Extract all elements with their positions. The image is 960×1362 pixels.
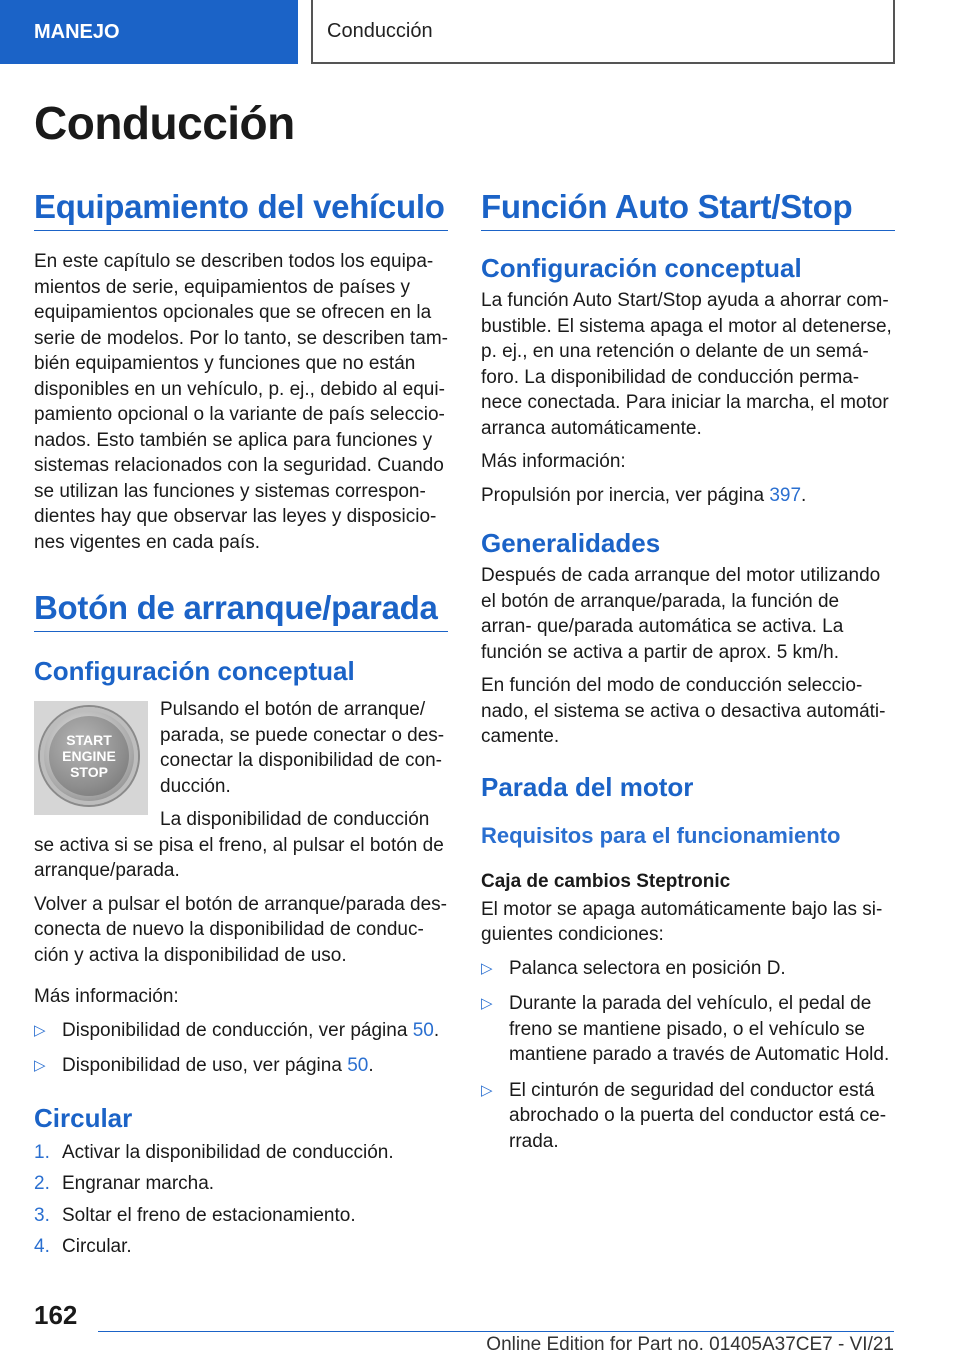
circular-steps <box>34 1140 448 1260</box>
image-label-start: START <box>66 732 112 748</box>
heading-auto-start-stop: Función Auto Start/Stop <box>481 188 895 231</box>
list-item: 4. Circular. <box>34 1236 132 1257</box>
concept-text: La función Auto Start/Stop ayuda a ahorrar com- bustible. El sistema apaga el motor al detenerse, p. ej., en una retención o delante de un semá- foro. La disponibilidad de conducción perma- nece conectada. Para iniciar la marcha, el motor arranca automáticamente. <box>481 290 892 439</box>
right-column <box>481 188 895 1154</box>
list-item: 2. Engranar marcha. <box>34 1173 215 1194</box>
generalidades-p1: Después de cada arranque del motor utilizando el botón de arranque/parada, la función de arran- que/parada automática se activa. La función se activa a partir de aprox. 5 km/h. <box>481 565 881 663</box>
chapter-tab: Conducción <box>311 0 895 64</box>
boton-p1: Pulsando el botón de arranque/ parada, se puede conectar o des- conectar la disponibilidad de con- ducción. <box>160 701 445 797</box>
image-label-stop: STOP <box>70 764 108 780</box>
triangle-bullet-icon: ▷ <box>481 995 493 1012</box>
page-link-50[interactable]: 50 <box>347 1055 369 1076</box>
triangle-bullet-icon: ▷ <box>34 1057 46 1074</box>
heading-config-conceptual-right: Configuración conceptual <box>481 253 802 283</box>
start-stop-button-image <box>34 701 148 815</box>
generalidades-p2: En función del modo de conducción seleccio- nado, el sistema se activa o desactiva automáti- camente. <box>481 675 886 747</box>
footer-edition: Online Edition for Part no. 01405A37CE7 - VI/21 <box>486 1334 894 1355</box>
triangle-bullet-icon: ▷ <box>34 1021 46 1039</box>
start-button-block <box>34 701 448 884</box>
image-label-engine: ENGINE <box>62 748 116 764</box>
equipamiento-text: En este capítulo se describen todos los equipa- mientos de serie, equipamientos de países y equipamientos opcionales que se ofrecen en la serie de modelos. Por lo tanto, se describen tam- bién equipamientos y funciones que no están disponibles en un vehículo, p. ej., debido al equi- pamiento opcional o la variante de país seleccio- nados. Esto también se aplica para funciones y sistemas relacionados con la seguridad. Cuando se utilizan las funciones y sistemas correspon- dientes hay que observar las leyes y disposicio- nes vigentes en cada país. <box>34 251 448 553</box>
list-item: 1. Activar la disponibilidad de conducción. <box>34 1141 394 1163</box>
heading-config-conceptual-left: Configuración conceptual <box>34 656 355 686</box>
heading-steptronic: Caja de cambios Steptronic <box>481 870 731 892</box>
parada-bullets <box>481 956 895 1155</box>
heading-circular: Circular <box>34 1102 133 1133</box>
page-link-397[interactable]: 397 <box>769 484 802 506</box>
page-title: Conducción <box>34 97 295 149</box>
concept-more-info: Más información: <box>481 451 626 472</box>
boton-p2: La disponibilidad de conducción se activa si se pisa el freno, al pulsar el botón de arranque/parada. <box>34 809 444 881</box>
triangle-bullet-icon: ▷ <box>481 1081 493 1099</box>
list-item: 3. Soltar el freno de estacionamiento. <box>34 1204 356 1226</box>
list-item: ▷ El cinturón de seguridad del conductor está abrochado o la puerta del conductor está ce- rrada. <box>481 1079 887 1152</box>
list-item: ▷ Disponibilidad de conducción, ver página 50. <box>34 1018 448 1044</box>
page-number: 162 <box>34 1300 78 1330</box>
heading-boton-arranque: Botón de arranque/parada <box>34 589 448 632</box>
list-item: ▷ Disponibilidad de uso, ver página 50. <box>34 1053 448 1079</box>
boton-bullets <box>34 1018 448 1079</box>
list-item: ▷ Palanca selectora en posición D. <box>481 956 895 982</box>
concept-ref: Propulsión por inercia, ver página 397. <box>481 484 807 506</box>
list-item: ▷ Durante la parada del vehículo, el pedal de freno se mantiene pisado, o el vehículo se mantiene parado a través de Automatic Hold. <box>481 993 890 1065</box>
heading-equipamiento: Equipamiento del vehículo <box>34 188 448 231</box>
boton-p3: Volver a pulsar el botón de arranque/parada des- conecta de nuevo la disponibilidad de conduc- ción y activa la disponibilidad de uso. <box>34 893 447 966</box>
heading-requisitos: Requisitos para el funcionamiento <box>481 822 841 848</box>
parada-text: El motor se apaga automáticamente bajo las si- guientes condiciones: <box>481 898 883 945</box>
left-column <box>34 188 448 1260</box>
section-tab: MANEJO <box>0 0 298 64</box>
footer-divider <box>98 1331 894 1332</box>
triangle-bullet-icon: ▷ <box>481 959 493 977</box>
heading-parada-motor: Parada del motor <box>481 771 694 802</box>
boton-more-info: Más información: <box>34 986 179 1007</box>
heading-generalidades: Generalidades <box>481 528 661 558</box>
page-link-50[interactable]: 50 <box>412 1019 434 1041</box>
